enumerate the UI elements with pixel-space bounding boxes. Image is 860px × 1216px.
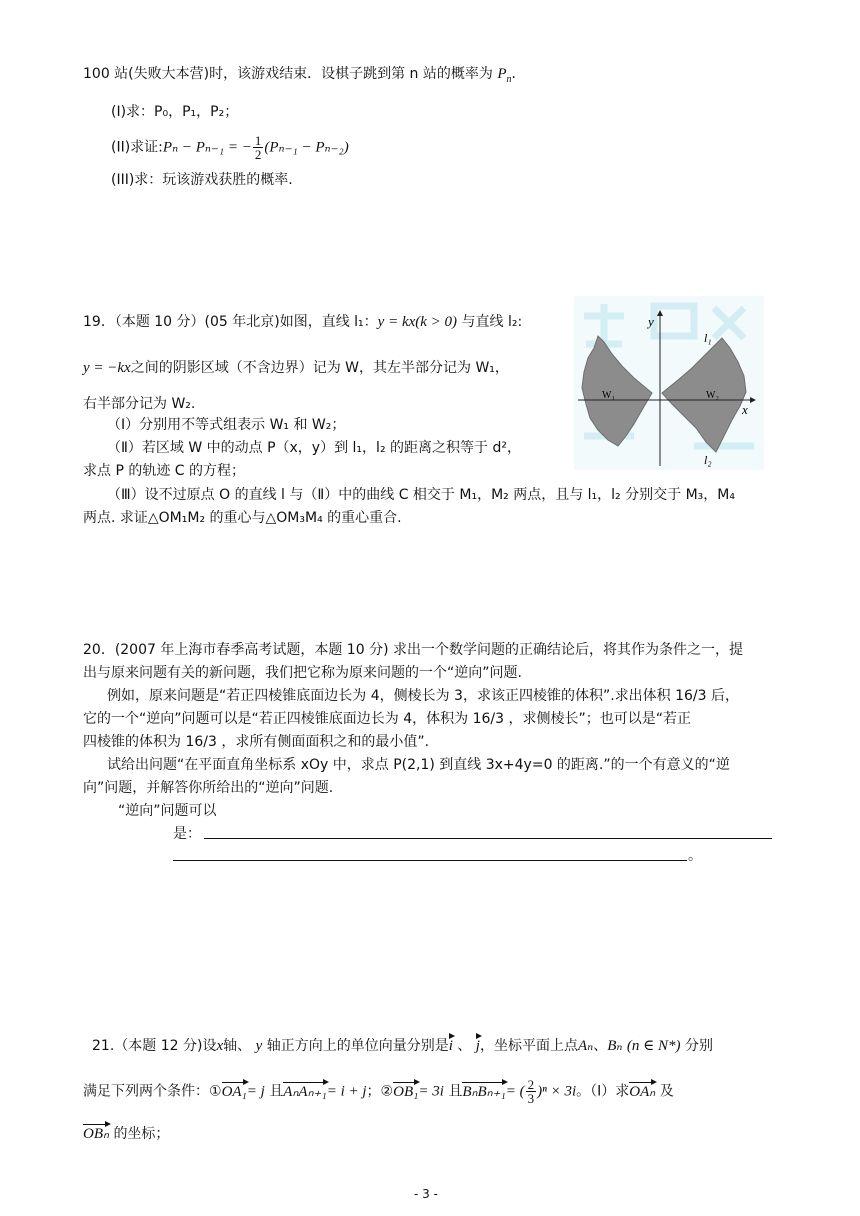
p19-line3: 右半部分记为 W₂. (83, 396, 196, 412)
l1-label: l₁ (704, 331, 712, 345)
l2-label: l₂ (704, 453, 712, 467)
p18-intro: 100 站(失败大本营)时，该游戏结束．设棋子跳到第 n 站的概率为 $P_n$． (83, 66, 526, 85)
page-number: - 3 - (414, 1187, 438, 1201)
y-axis-label: y (648, 314, 654, 329)
answer-line-2[interactable] (173, 860, 687, 861)
p20-end-mark: 。 (688, 848, 702, 864)
p20-line9: 是： (173, 826, 201, 842)
p21-line1: 21.（本题 12 分)设x轴、 y 轴正方向上的单位向量分别是i 、 j，坐标平面上点Aₙ、Bₙ (n ∈ N*) 分别 (92, 1038, 713, 1054)
region-figure (574, 296, 764, 470)
p19-line1: 19．（本题 10 分）(05 年北京)如图，直线 l₁：y = kx(k > 0) 与直线 l₂: (83, 314, 523, 330)
p20-line3: 例如，原来问题是“若正四棱锥底面边长为 4，侧棱长为 3，求该正四棱锥的体积”.求出体积 16/3 后， (107, 688, 740, 704)
p19-line2: y = −kx之间的阴影区域（不含边界）记为 W，其左半部分记为 W₁， (83, 360, 509, 376)
p19-q1: （Ⅰ）分别用不等式组表示 W₁ 和 W₂； (107, 417, 346, 433)
p19-q2b: 求点 P 的轨迹 C 的方程； (83, 463, 246, 479)
p18-q3: (III)求：玩该游戏获胜的概率. (111, 172, 293, 188)
w1-label: W₁ (602, 390, 615, 401)
p20-line6: 试给出问题“在平面直角坐标系 xOy 中，求点 P(2,1) 到直线 3x+4y=0 的距离.”的一个有意义的“逆 (107, 757, 730, 773)
p20-line4: 它的一个“逆向”问题可以是“若正四棱锥底面边长为 4，体积为 16/3 ，求侧棱长”；也可以是“若正 (83, 711, 691, 727)
p20-line8: “逆向”问题可以 (118, 803, 217, 819)
p21-line2: 满足下列两个条件：①OA₁= j 且AₙAₙ₊₁= i + j；②OB₁= 3i 且BₙBₙ₊₁= ( $\frac{2}{3}$ )ⁿ × 3i。（Ⅰ）求OAₙ 及 (83, 1077, 674, 1106)
p18-q1: (Ⅰ)求：P₀，P₁，P₂； (111, 104, 239, 120)
answer-line-1[interactable] (204, 838, 772, 839)
p21-line3: OBₙ 的坐标； (83, 1126, 170, 1142)
p18-q2: (II)求证:Pₙ − Pₙ₋₁ = − $\frac{1}{2}$ (Pₙ₋₁ − Pₙ₋₂) (111, 133, 349, 162)
p20-line2: 出与原来问题有关的新问题，我们把它称为原来问题的一个“逆向”问题. (83, 665, 522, 681)
w2-label: W₂ (706, 390, 719, 401)
p20-line5: 四棱锥的体积为 16/3 ，求所有侧面面积之和的最小值”. (83, 734, 430, 750)
p19-q3a: （Ⅲ）设不过原点 O 的直线 l 与（Ⅱ）中的曲线 C 相交于 M₁，M₂ 两点，且与 l₁，l₂ 分别交于 M₃，M₄ (107, 487, 735, 503)
p19-q3b: 两点. 求证△OM₁M₂ 的重心与△OM₃M₄ 的重心重合. (83, 510, 402, 526)
p20-line1: 20．(2007 年上海市春季高考试题，本题 10 分) 求出一个数学问题的正确结论后，将其作为条件之一，提 (83, 642, 743, 658)
p20-line7: 向”问题，并解答你所给出的“逆向”问题. (83, 780, 334, 796)
p19-q2a: （Ⅱ）若区域 W 中的动点 P（x，y）到 l₁，l₂ 的距离之积等于 d²， (107, 440, 521, 456)
x-axis-label: x (742, 402, 748, 417)
